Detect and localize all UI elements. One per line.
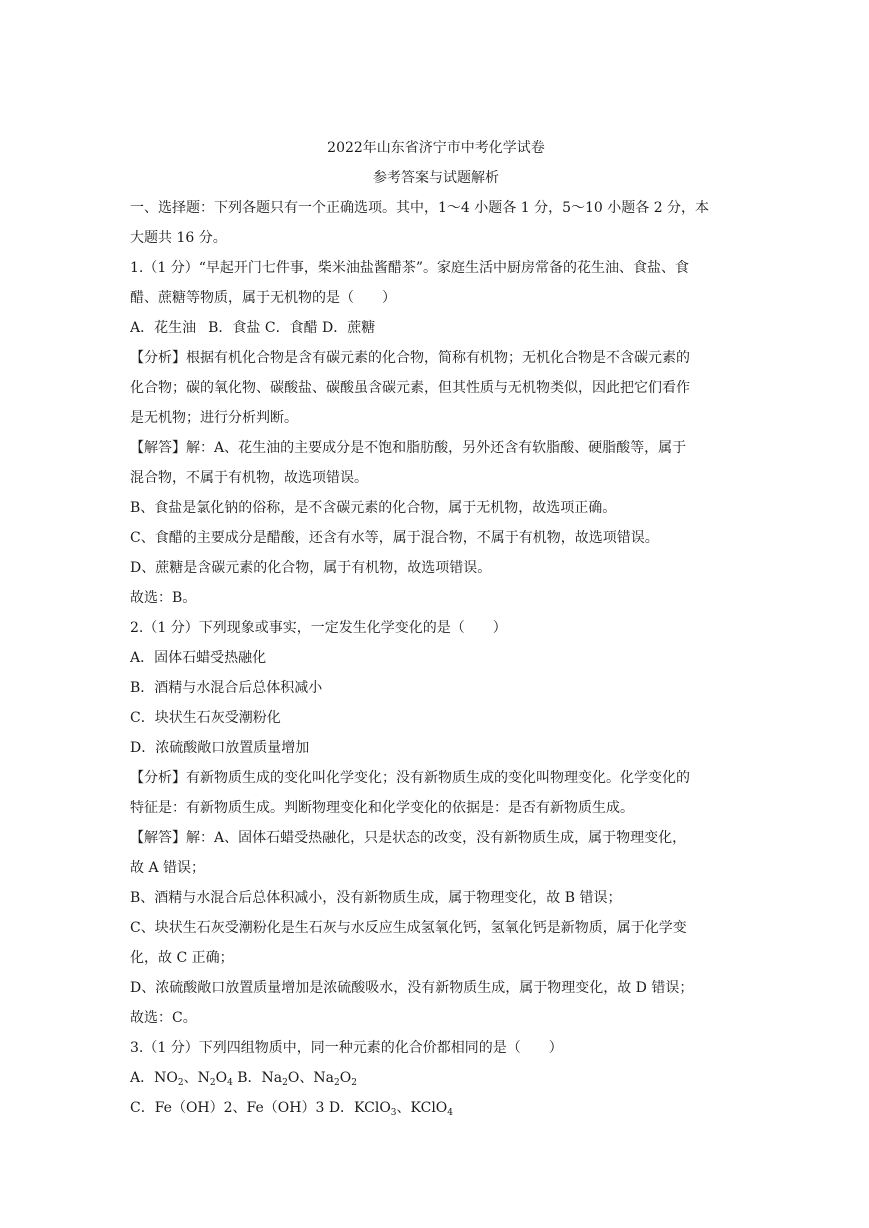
q2-answer-line-1: 【解答】解：A、固体石蜡受热融化，只是状态的改变，没有新物质生成，属于物理变化， — [130, 830, 687, 846]
q1-analysis-line-1: 【分析】根据有机化合物是含有碳元素的化合物，简称有机物；无机化合物是不含碳元素的 — [130, 350, 690, 366]
q1-option-a: A．花生油 — [130, 320, 197, 336]
doc-subtitle: 参考答案与试题解析 — [373, 170, 499, 186]
q2-answer-line-5: 化，故 C 正确； — [130, 950, 234, 966]
formula-part: O — [287, 1070, 300, 1086]
q1-answer-line-1: 【解答】解：A、花生油的主要成分是不饱和脂肪酸，另外还含有软脂酸、硬脂酸等，属于 — [130, 440, 687, 456]
q3-option-a-label: A． — [130, 1070, 155, 1086]
formula-separator: 、 — [183, 1070, 198, 1086]
q3-stem: 3.（1 分）下列四组物质中，同一种元素的化合价都相同的是（ ） — [130, 1040, 563, 1056]
q1-options-bcd: B．食盐 C．食醋 D．蔗糖 — [208, 320, 376, 336]
q1-answer-line-6: 故选：B。 — [130, 590, 197, 606]
q2-answer-line-4: C、块状生石灰受潮粉化是生石灰与水反应生成氢氧化钙，氢氧化钙是新物质，属于化学变 — [130, 920, 687, 936]
q2-option-a: A．固体石蜡受热融化 — [130, 650, 267, 666]
q2-option-b: B．酒精与水混合后总体积减小 — [130, 680, 323, 696]
formula-subscript: 4 — [227, 1078, 233, 1088]
formula-separator: 、 — [299, 1070, 314, 1086]
section-heading-line-1: 一、选择题：下列各题只有一个正确选项。其中，1～4 小题各 1 分，5～10 小题各 2 分，本 — [130, 200, 710, 216]
q2-answer-line-3: B、酒精与水混合后总体积减小，没有新物质生成，属于物理变化，故 B 错误； — [130, 890, 622, 906]
formula-part: KClO — [410, 1100, 448, 1116]
q2-answer-line-2: 故 A 错误； — [130, 860, 206, 876]
q1-stem-line-1: 1.（1 分）“早起开门七件事，柴米油盐酱醋茶”。家庭生活中厨房常备的花生油、食盐、食 — [130, 260, 690, 276]
formula-part: KClO — [354, 1100, 391, 1116]
q1-answer-line-3: B、食盐是氯化钠的俗称，是不含碳元素的化合物，属于无机物，故选项正确。 — [130, 500, 617, 516]
q1-analysis-line-3: 是无机物；进行分析判断。 — [130, 410, 298, 426]
q1-answer-line-4: C、食醋的主要成分是醋酸，还含有水等，属于混合物，不属于有机物，故选项错误。 — [130, 530, 659, 546]
document-body — [130, 133, 742, 1123]
formula-part: NO — [154, 1070, 178, 1086]
formula-subscript: 2 — [209, 1078, 216, 1088]
q2-analysis-line-2: 特征是：有新物质生成。判断物理变化和化学变化的依据是：是否有新物质生成。 — [130, 800, 634, 816]
formula-part: N — [197, 1070, 210, 1086]
formula-subscript: 2 — [351, 1078, 357, 1088]
q2-analysis-line-1: 【分析】有新物质生成的变化叫化学变化；没有新物质生成的变化叫物理变化。化学变化的 — [130, 770, 690, 786]
q1-stem-line-2: 醋、蔗糖等物质，属于无机物的是（ ） — [130, 290, 396, 306]
q1-answer-line-5: D、蔗糖是含碳元素的化合物，属于有机物，故选项错误。 — [130, 560, 492, 576]
formula-subscript: 2 — [177, 1078, 184, 1088]
formula-part: O — [339, 1070, 352, 1086]
formula-part: Na — [261, 1070, 283, 1086]
doc-title: 2022年山东省济宁市中考化学试卷 — [327, 140, 545, 156]
q2-stem: 2.（1 分）下列现象或事实，一定发生化学变化的是（ ） — [130, 620, 507, 636]
q1-analysis-line-2: 化合物；碳的氧化物、碳酸盐、碳酸虽含碳元素，但其性质与无机物类似，因此把它们看作 — [130, 380, 690, 396]
q2-option-c: C．块状生石灰受潮粉化 — [130, 710, 281, 726]
q3-option-b-label: B． — [232, 1070, 262, 1086]
q3-option-c-and-d-label: C．Fe（OH）2、Fe（OH）3 D． — [130, 1100, 355, 1116]
formula-subscript: 2 — [333, 1078, 340, 1088]
q1-options — [130, 313, 742, 343]
formula-subscript: 2 — [282, 1078, 288, 1088]
q1-answer-line-2: 混合物，不属于有机物，故选项错误。 — [130, 470, 368, 486]
q2-option-d: D．浓硫酸敞口放置质量增加 — [130, 740, 310, 756]
formula-separator: 、 — [396, 1100, 411, 1116]
q2-answer-line-7: 故选：C。 — [130, 1010, 197, 1026]
q2-answer-line-6: D、浓硫酸敞口放置质量增加是浓硫酸吸水，没有新物质生成，属于物理变化，故 D 错误； — [130, 980, 694, 996]
section-heading-line-2: 大题共 16 分。 — [130, 230, 227, 246]
q3-options-ab — [130, 1063, 742, 1093]
q3-options-cd — [130, 1093, 742, 1123]
formula-part: Na — [313, 1070, 334, 1086]
formula-subscript: 4 — [447, 1108, 454, 1118]
formula-part: O — [215, 1070, 228, 1086]
formula-subscript: 3 — [390, 1108, 397, 1118]
